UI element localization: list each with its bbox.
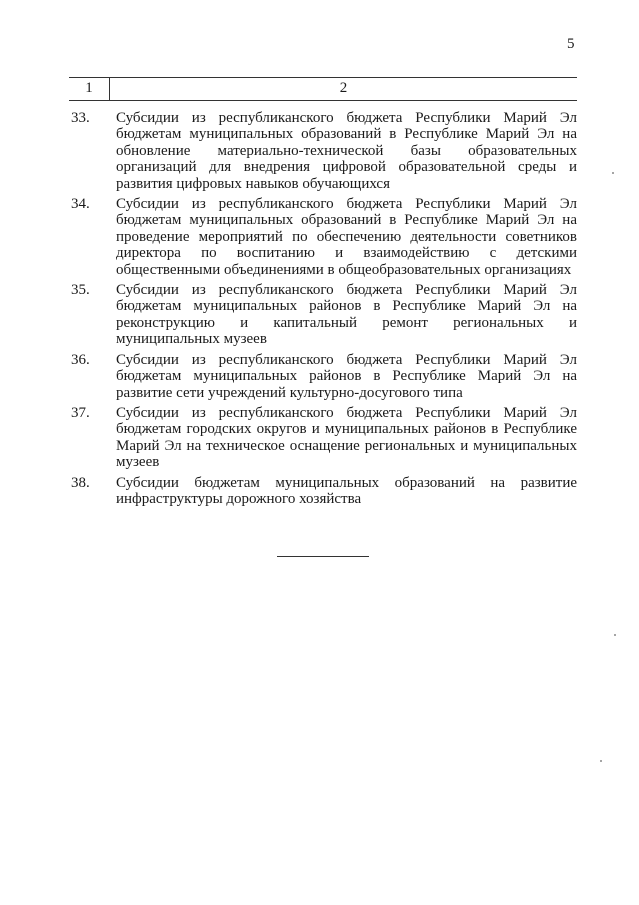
item-number: 38. xyxy=(71,474,90,491)
item-number: 33. xyxy=(71,110,90,126)
list-item-35 xyxy=(69,282,577,348)
list-item-34 xyxy=(69,196,577,278)
scan-speck xyxy=(600,760,602,762)
list-item-38 xyxy=(69,475,577,508)
item-text: Субсидии из республиканского бюджета Республики Марий Эл бюджетам муниципальных образований в Республике Марий Эл на обновление материально-технической базы образовательных организаций для внедрения цифровой образовательной среды и развития цифровых навыков обучающихся xyxy=(116,110,577,192)
table-header xyxy=(69,77,577,101)
item-text: Субсидии из республиканского бюджета Республики Марий Эл бюджетам муниципальных районов в Республике Марий Эл на развитие сети учреждений культурно-досугового типа xyxy=(116,351,577,401)
list-item-36 xyxy=(69,352,577,401)
item-number: 36. xyxy=(71,351,90,368)
scan-speck xyxy=(614,634,616,636)
list-item-37 xyxy=(69,405,577,471)
item-number: 35. xyxy=(71,282,90,299)
list-item-33 xyxy=(69,110,577,192)
item-number: 34. xyxy=(71,196,90,213)
item-number: 37. xyxy=(71,404,90,421)
item-text: Субсидии из республиканского бюджета Республики Марий Эл бюджетам муниципальных образований в Республике Марий Эл на проведение мероприятий по обеспечению деятельности советников директора по воспитанию и взаимодействию с детскими общественными объединениями в общеобразовательных организациях xyxy=(116,196,577,278)
page-number: 5 xyxy=(567,36,575,52)
scan-speck xyxy=(612,172,614,174)
item-text: Субсидии из республиканского бюджета Республики Марий Эл бюджетам городских округов и муниципальных районов в Республике Марий Эл на техническое оснащение региональных и муниципальных музеев xyxy=(116,404,577,471)
header-column-1: 1 xyxy=(69,78,110,100)
header-column-2: 2 xyxy=(339,80,348,96)
subsidy-list xyxy=(69,110,577,511)
item-text: Субсидии из республиканского бюджета Республики Марий Эл бюджетам муниципальных районов в Республике Марий Эл на реконструкцию и капитальный ремонт региональных и муниципальных музеев xyxy=(116,282,577,348)
closing-divider xyxy=(277,556,369,557)
item-text: Субсидии бюджетам муниципальных образований на развитие инфраструктуры дорожного хозяйства xyxy=(116,474,577,507)
